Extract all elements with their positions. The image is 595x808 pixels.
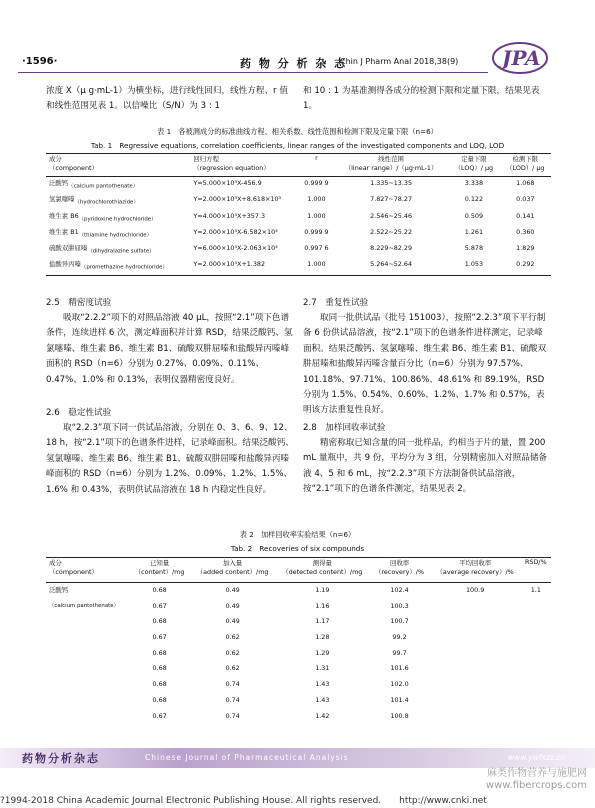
table2-header-en: （content）/mg — [134, 568, 185, 576]
table2-cell-rec: 102.0 — [390, 680, 409, 689]
component-name-en: （thiamine hydrochloride） — [78, 232, 153, 239]
table1-header-en: （LOQ）/ μg — [454, 164, 494, 172]
table2-cell-known: 0.68 — [152, 648, 167, 657]
table2-cell-known: 0.68 — [152, 617, 167, 626]
table1-cell-eq: Y=4.000×10³X+357.3 — [193, 211, 266, 220]
table1-cell-component — [46, 177, 190, 194]
table1-cell-range: 7.827~78.27 — [370, 195, 413, 204]
table2-cell-added: 0.62 — [225, 633, 240, 642]
table1-cell-lod: 0.360 — [516, 227, 535, 236]
table2-cell-found: 1.17 — [315, 617, 330, 626]
table1-cell-r: 0.997 6 — [304, 244, 329, 253]
table2-row — [46, 693, 551, 709]
table1-body — [46, 177, 551, 276]
table2-cell-avg — [430, 646, 521, 662]
table1-header-cn: 检测下限 — [512, 155, 539, 163]
table2-cell-avg — [430, 677, 521, 693]
table2-cell-added: 0.62 — [225, 664, 240, 673]
component-name: 氢氯噻嗪 — [49, 195, 75, 204]
watermark-cn: 麻类作物营养与施肥网 — [487, 768, 587, 779]
table2-cell-found: 1.43 — [315, 695, 330, 704]
table1-cell-loq: 1.053 — [464, 260, 484, 269]
table2-header-cn: 已知量 — [150, 559, 170, 567]
table1-header-cn: 回归方程 — [193, 155, 219, 163]
table2-cell-name — [46, 677, 129, 693]
table1-cell-range: 2.546~25.46 — [370, 211, 413, 220]
table2-cell-found: 1.29 — [315, 648, 330, 657]
table1-cell-component — [46, 226, 190, 242]
table2-cell-avg — [430, 614, 521, 630]
table1-cell-eq: Y=5.000×10³X-456.9 — [193, 179, 262, 187]
table1-cell-lod: 1.068 — [516, 179, 535, 187]
table2-header-cn: 测得量 — [312, 559, 332, 567]
table1-cell-range: 2.522~25.22 — [370, 227, 413, 236]
table1-cell-component — [46, 242, 190, 258]
table2-cell-known: 0.68 — [152, 680, 167, 689]
watermark — [486, 768, 587, 792]
table2-header-cn: 回收率 — [389, 559, 410, 567]
table1-cell-eq: Y=2.000×10³X-6.582×10³ — [193, 227, 278, 236]
table1-cell-r: 1.000 — [307, 211, 326, 220]
table2-cell-added: 0.49 — [225, 617, 240, 626]
journal-title-cn: 药 物 分 析 杂 志 — [240, 57, 348, 70]
table1-row — [46, 210, 551, 226]
table1-header-cn: 成分 — [49, 155, 62, 163]
table2-header-cell — [369, 558, 429, 583]
section-2-6-title: 2.6 稳定性试验 — [46, 408, 112, 418]
table2-cell-rec: 100.3 — [390, 601, 409, 610]
table1-caption-cn: 表 1 各被测成分的标准曲线方程、相关系数、线性范围和检测下限及定量下限（n=6） — [157, 127, 438, 136]
intro-right: 和 10 : 1 为基准测得各成分的检测下限和定量下限，结果见表 1。 — [303, 86, 540, 112]
table2-header-cell — [521, 558, 551, 583]
table2-cell-added: 0.49 — [225, 586, 240, 594]
table2-cell-name — [46, 693, 129, 709]
section-2-7-title: 2.7 重复性试验 — [303, 298, 369, 308]
logo-text: JPA — [502, 46, 541, 70]
table2-header-en: （recovery）/% — [375, 568, 425, 576]
table1-cell-r: 0.999 9 — [304, 227, 329, 236]
table2-cell-found: 1.28 — [315, 633, 330, 642]
table1-cell-eq: Y=2.000×10³X+1.382 — [193, 260, 266, 269]
table1-header-cell — [46, 154, 190, 177]
table1-cell-range: 8.229~82.29 — [370, 244, 413, 253]
table2-header-row — [46, 558, 551, 583]
table1-caption-en: Tab. 1 Regressive equations, correlation coefficients, linear ranges of the investigated components and LOQ, LOD — [90, 141, 505, 150]
component-name-en: （calcium pantothenate） — [68, 183, 139, 190]
header-rule — [18, 72, 488, 73]
section-2-5-body: 吸取“2.2.2”项下的对照品溶液 40 μL，按照“2.1”项下色谱条件，连续进样 6 次，测定峰面积并计算 RSD，结果泛酸钙、氢氯噻嗪、维生素 B6、维生素 B1、硫酸双肼屈嗪和盐酸异丙嗪峰面积的 RSD（n=6）分别为 0.27%、0.09%、0.11%、0.47%、1.0% 和 0.13%，表明仪器精密度良好。 — [46, 313, 293, 385]
table2-cell-rec: 99.2 — [392, 633, 407, 642]
table1-header-en: （linear range）/（μg·mL-1） — [344, 164, 438, 172]
component-name-en: （pyridoxine hydrochloride） — [78, 215, 157, 222]
table2-header-en: （component） — [49, 568, 98, 576]
table1-cell-lod: 0.292 — [516, 260, 535, 269]
table1-cell-loq: 5.878 — [464, 244, 484, 253]
table2-row — [46, 583, 551, 599]
table1-cell-eq: Y=6.000×10³X-2.063×10³ — [193, 244, 278, 253]
table2-row — [46, 709, 551, 725]
table1-cell-component — [46, 210, 190, 226]
watermark-url: www.fibercrops.com — [485, 780, 587, 791]
table2-cell-rsd — [521, 646, 551, 662]
table1-header-cell — [299, 154, 334, 177]
table1-cell-lod: 0.141 — [516, 211, 535, 220]
journal-title-en: Chin J Pharm Anal 2018,38(9) — [340, 57, 459, 66]
section-2-8-body: 精密称取已知含量的同一批样品，约相当于片的量，置 200 mL 量瓶中，共 9 份，平均分为 3 组，分别精密加入对照品储备液 4、5 和 6 mL，按“2.2.3”项下方法制备供试品溶液，按“2.1”项下的色谱条件测定，结果见表 2。 — [303, 438, 548, 495]
table1-cell-component — [46, 258, 190, 275]
table2-cell-found: 1.31 — [315, 664, 330, 673]
table2-cell-rsd — [521, 709, 551, 725]
table1-cell-loq: 1.261 — [464, 227, 484, 236]
table2-cell-added: 0.74 — [225, 711, 240, 720]
table2-header-cn: 加入量 — [223, 559, 243, 567]
table2-cell-name: 泛酸钙 — [49, 586, 69, 594]
table2-cell-rec: 99.7 — [392, 648, 407, 657]
table1-cell-r: 1.000 — [307, 195, 326, 204]
table1-row — [46, 177, 551, 194]
intro-left: 浓度 X（μ g·mL-1）为横坐标，进行线性回归，线性方程、r 值和线性范围见表 1。以信噪比（S/N）为 3 : 1 — [46, 86, 288, 112]
table2-cell-rsd — [521, 661, 551, 677]
section-2-5-title: 2.5 精密度试验 — [46, 298, 112, 308]
table2-cell-known: 0.68 — [152, 664, 167, 673]
table2-cell-name — [46, 630, 129, 646]
table2-cell-known: 0.68 — [152, 695, 167, 704]
table2-header-en: （detected content）/mg — [282, 568, 363, 576]
component-name: 维生素 B6 — [49, 211, 79, 220]
table1-cell-r: 1.000 — [307, 260, 326, 269]
table2-cell-rec: 100.8 — [390, 711, 409, 720]
table1-cell-r: 0.999 9 — [304, 179, 329, 187]
table1-cell-range: 1.335~13.35 — [370, 179, 413, 187]
table2-row — [46, 646, 551, 662]
table1-header-en: （LOD）/ μg — [506, 164, 545, 172]
table2-header-cell — [129, 558, 190, 583]
table2-cell-rec: 102.4 — [390, 586, 409, 594]
table1-header-cell — [448, 154, 499, 177]
table2-cell-avg — [430, 709, 521, 725]
table2-header-cn: 平均回收率 — [459, 559, 492, 567]
table2-row — [46, 630, 551, 646]
table2-cell-found: 1.19 — [315, 586, 330, 594]
table1-header-cell — [190, 154, 298, 177]
table2-cell-rsd — [521, 693, 551, 709]
table1-cell-lod: 1.829 — [516, 244, 535, 253]
footer-url[interactable]: www.ywfxzz.cn — [508, 753, 566, 762]
table2-header-en: （added content）/mg — [196, 568, 269, 576]
table2-cell-rec: 101.4 — [390, 695, 409, 704]
table2-header-cell — [190, 558, 275, 583]
table2-caption-en: Tab. 2 Recoveries of six compounds — [230, 544, 365, 553]
table1-header-cn: 定量下限 — [461, 155, 487, 163]
component-name: 盐酸异丙嗪 — [49, 260, 81, 269]
table2-cell-avg — [430, 661, 521, 677]
table1-cell-loq: 0.509 — [464, 211, 484, 220]
table2-row — [46, 599, 551, 615]
footer-journal-en: Chinese Journal of Pharmaceutical Analysis — [145, 753, 349, 762]
journal-logo — [490, 38, 556, 78]
table1-header-en: （regression equation） — [193, 164, 270, 172]
table1-header-cn: 线性范围 — [378, 155, 404, 163]
component-name: 硫酸双肼屈嗪 — [49, 244, 88, 253]
table1-row — [46, 193, 551, 209]
table2-cell-rsd — [521, 614, 551, 630]
table2-row — [46, 677, 551, 693]
table2-cell-rsd: 1.1 — [530, 586, 541, 594]
table2-cell-rec: 101.6 — [390, 664, 409, 673]
table1-header-row — [46, 154, 551, 177]
table2-body — [46, 583, 551, 725]
table2-cell-name — [46, 646, 129, 662]
section-2-8-title: 2.8 加样回收率试验 — [303, 423, 386, 433]
table1-cell-loq: 0.122 — [464, 195, 484, 204]
table1-cell-range: 5.264~52.64 — [370, 260, 413, 269]
table2-header-cn: 成分 — [49, 559, 62, 567]
table2-header-cn: RSD/% — [525, 558, 547, 566]
copyright-line: ?1994-2018 China Academic Journal Electronic Publishing House. All rights reserved. http://www.cnki.net — [0, 796, 487, 806]
table2-cell-name — [46, 614, 129, 630]
table1-row — [46, 258, 551, 275]
table2 — [46, 557, 551, 743]
table2-cell-name: （calcium pantothenate） — [49, 602, 119, 609]
table1-cell-component — [46, 193, 190, 209]
table2-cell-rsd — [521, 599, 551, 615]
table1-header-cell — [334, 154, 448, 177]
component-name-en: （promethazine hydrochloride） — [80, 264, 168, 271]
table2-cell-added: 0.49 — [225, 601, 240, 610]
table2-cell-avg: 100.9 — [465, 586, 485, 594]
table2-cell-added: 0.74 — [225, 695, 240, 704]
table1-cell-lod: 0.037 — [516, 195, 535, 204]
table1-header-en: （component） — [49, 164, 98, 172]
table2-cell-rec: 100.7 — [390, 617, 409, 626]
table1 — [46, 153, 551, 276]
table1-cell-loq: 3.338 — [464, 179, 484, 187]
table2-cell-known: 0.67 — [152, 601, 167, 610]
table2-cell-rsd — [521, 630, 551, 646]
component-name-en: （dihydralazine sulfate） — [87, 248, 155, 255]
table1-cell-eq: Y=2.000×10³X+8.618×10³ — [193, 195, 282, 204]
table2-cell-added: 0.62 — [225, 648, 240, 657]
section-2-6-body: 取“2.2.3”项下同一供试品溶液，分别在 0、3、6、9、12、18 h，按“2.1”项下的色谱条件进样，记录峰面积。结果泛酸钙、氢氯噻嗪、维生素 B6、维生素 B1、硫酸双肼屈嗪和盐酸异丙嗪峰面积的 RSD（n=6）分别为 1.2%、0.09%、1.2%、1.5%、1.6% 和 0.43%，表明供试品溶液在 18 h 内稳定性良好。 — [46, 423, 294, 495]
table2-cell-avg — [430, 599, 521, 615]
table1-header-cell — [500, 154, 551, 177]
table2-cell-found: 1.16 — [315, 601, 330, 610]
table2-header-cell — [275, 558, 369, 583]
table2-cell-rsd — [521, 677, 551, 693]
table2-cell-found: 1.42 — [315, 711, 330, 720]
table2-header-en: （average recovery）/% — [436, 568, 514, 576]
table1-row — [46, 226, 551, 242]
table2-cell-known: 0.67 — [152, 711, 167, 720]
table2-cell-added: 0.74 — [225, 680, 240, 689]
table2-cell-avg — [430, 630, 521, 646]
table2-cell-name — [46, 661, 129, 677]
table2-cell-found: 1.43 — [315, 680, 330, 689]
table2-cell-known: 0.67 — [152, 633, 167, 642]
table2-header-cell — [430, 558, 521, 583]
component-name: 维生素 B1 — [49, 227, 79, 236]
table2-row — [46, 661, 551, 677]
table2-cell-name — [46, 709, 129, 725]
table1-row — [46, 242, 551, 258]
table2-cell-avg — [430, 693, 521, 709]
section-2-7-body: 取同一批供试品（批号 151003），按照“2.2.3”项下平行制备 6 份供试品溶液，按“2.1”项下的色谱条件进样测定，记录峰面积。结果泛酸钙、氢氯噻嗪、维生素 B6、维生素 B1、硫酸双肼屈嗪和盐酸异丙嗪含量百分比（n=6）分别为 97.57%、101.18%、97.71%、100.86%、48.61% 和 89.19%，RSD 分别为 1.5%、0.54%、0.60%、1.2%、1.7% 和 0.57%，表明该方法重复性良好。 — [303, 313, 547, 416]
table2-header-cell — [46, 558, 129, 583]
table1-header-cn: r — [315, 154, 318, 162]
footer-journal-cn: 药物分析杂志 — [22, 752, 100, 765]
component-name: 泛酸钙 — [49, 179, 69, 187]
table2-caption-cn: 表 2 加样回收率实验结果（n=6） — [239, 530, 356, 539]
table2-cell-known: 0.68 — [152, 586, 167, 594]
table2-row — [46, 614, 551, 630]
page-number: ·1596· — [22, 56, 58, 67]
component-name-en: （hydrochlorothiazide） — [74, 199, 139, 206]
